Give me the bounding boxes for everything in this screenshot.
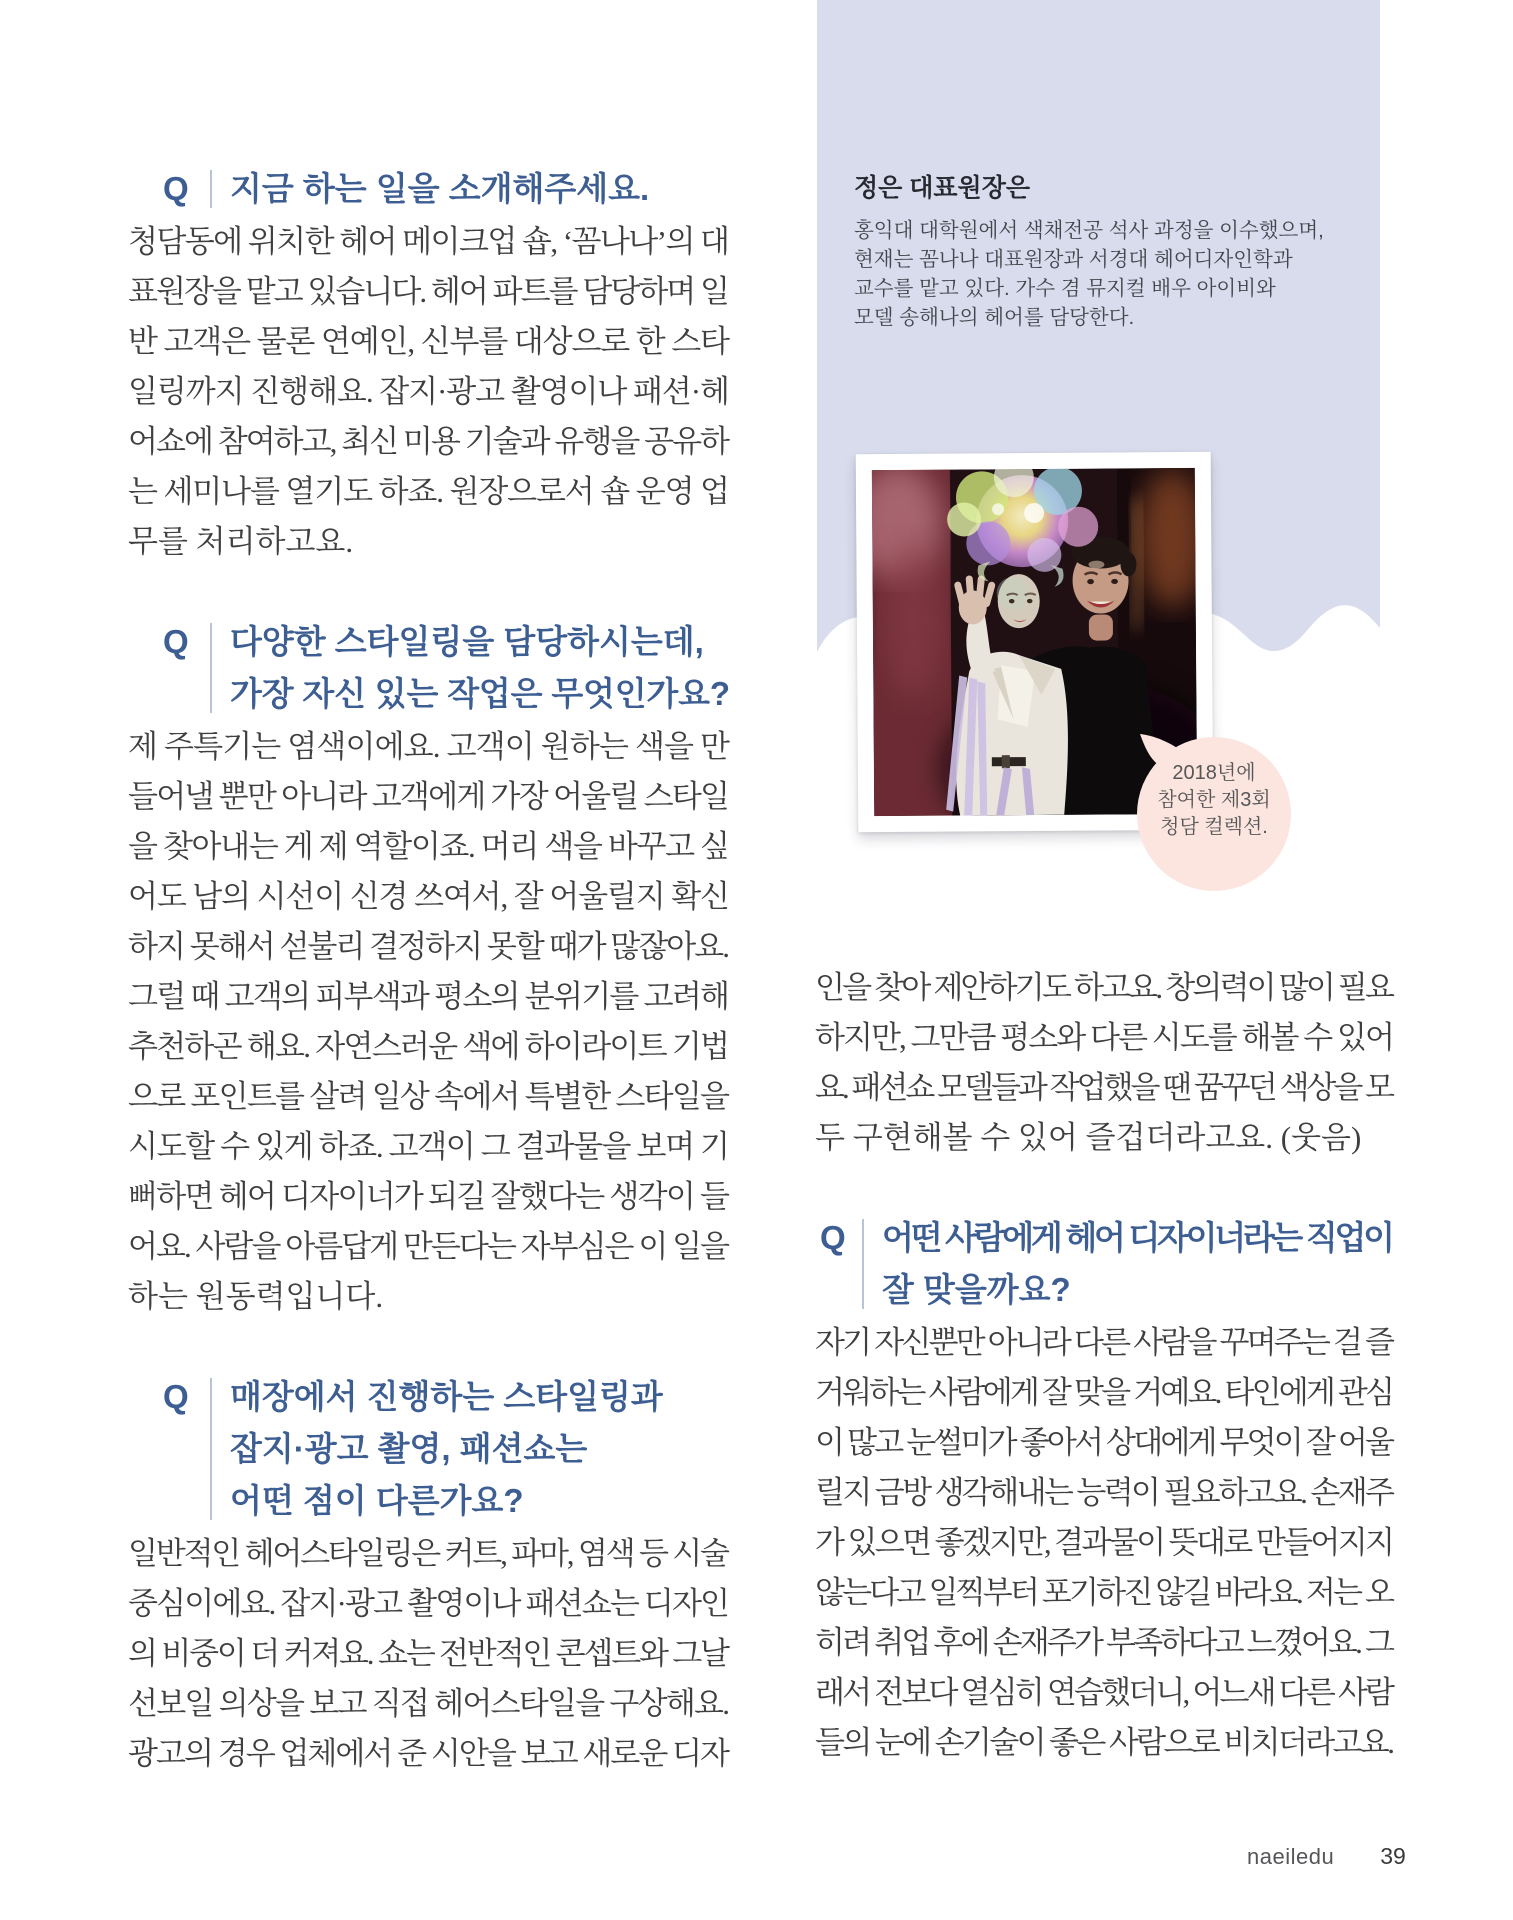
sidebar-bio <box>854 216 1359 332</box>
question-heading <box>815 1212 1395 1316</box>
question-line: 가장 자신 있는 작업은 무엇인가요? <box>230 675 730 712</box>
question-text <box>128 1371 730 1527</box>
question-divider <box>862 1219 864 1309</box>
answer-line: 그럴 때 고객의 피부색과 평소의 분위기를 고려해 <box>128 979 729 1014</box>
answer-line: 무를 처리하고요. <box>128 524 354 559</box>
answer-line: 표원장을 맡고 있습니다. 헤어 파트를 담당하며 일 <box>128 274 729 309</box>
answer-paragraph <box>128 722 730 1322</box>
question-q-label: Q <box>163 1378 189 1415</box>
question-line: 매장에서 진행하는 스타일링과 <box>230 1378 663 1415</box>
question-q-label: Q <box>820 1219 846 1256</box>
page-footer <box>1247 1843 1406 1870</box>
answer-line: 릴지 금방 생각해내는 능력이 필요하고요. 손재주 <box>815 1475 1393 1510</box>
answer-line: 뻐하면 헤어 디자이너가 되길 잘했다는 생각이 들 <box>128 1179 729 1214</box>
question-divider <box>210 623 212 713</box>
answer-line: 가 있으면 좋겠지만, 결과물이 뜻대로 만들어지지 <box>815 1525 1393 1560</box>
answer-line: 는 세미나를 열기도 하죠. 원장으로서 숍 운영 업 <box>128 474 729 509</box>
answer-line: 하지 못해서 섣불리 결정하지 못할 때가 많잖아요. <box>128 929 729 964</box>
answer-line: 제 주특기는 염색이에요. 고객이 원하는 색을 만 <box>128 729 730 764</box>
caption-bubble-line: 청담 컬렉션. <box>1160 816 1268 838</box>
question-heading <box>128 616 730 720</box>
answer-paragraph <box>128 1529 730 1779</box>
answer-line: 인을 찾아 제안하기도 하고요. 창의력이 많이 필요 <box>815 970 1393 1005</box>
answer-line: 어도 남의 시선이 신경 쓰여서, 잘 어울릴지 확신 <box>128 879 729 914</box>
answer-line: 두 구현해볼 수 있어 즐겁더라고요. (웃음) <box>815 1120 1362 1155</box>
answer-line: 들어낼 뿐만 아니라 고객에게 가장 어울릴 스타일 <box>128 779 729 814</box>
answer-line: 일링까지 진행해요. 잡지·광고 촬영이나 패션·헤 <box>128 374 729 409</box>
answer-line: 반 고객은 물론 연예인, 신부를 대상으로 한 스타 <box>128 324 729 359</box>
sidebar-bio-line: 모델 송해나의 헤어를 담당한다. <box>854 306 1135 329</box>
caption-bubble-text <box>1138 760 1290 841</box>
question-line: 잡지·광고 촬영, 패션쇼는 <box>230 1430 588 1467</box>
question-text <box>128 616 730 720</box>
answer-line: 들의 눈에 손기술이 좋은 사람으로 비치더라고요. <box>815 1725 1393 1760</box>
answer-paragraph <box>815 1318 1395 1768</box>
question-q-label: Q <box>163 170 189 207</box>
sidebar-bio-line: 홍익대 대학원에서 색채전공 석사 과정을 이수했으며, <box>854 219 1324 242</box>
answer-line: 일반적인 헤어스타일링은 커트, 파마, 염색 등 시술 <box>128 1536 728 1571</box>
question-q-label: Q <box>163 623 189 660</box>
answer-line: 어쇼에 참여하고, 최신 미용 기술과 유행을 공유하 <box>128 424 729 459</box>
answer-line: 자기 자신뿐만 아니라 다른 사람을 꾸며주는 걸 즐 <box>815 1325 1393 1360</box>
sidebar-heading: 정은 대표원장은 <box>854 174 1030 202</box>
question-line: 지금 하는 일을 소개해주세요. <box>230 170 650 207</box>
answer-line: 래서 전보다 열심히 연습했더니, 어느새 다른 사람 <box>815 1675 1393 1710</box>
answer-line: 의 비중이 더 커져요. 쇼는 전반적인 콘셉트와 그날 <box>128 1636 728 1671</box>
article-column-left <box>128 163 730 1779</box>
question-text <box>815 1212 1395 1316</box>
answer-line: 어요. 사람을 아름답게 만든다는 자부심은 이 일을 <box>128 1229 729 1264</box>
answer-line: 요. 패션쇼 모델들과 작업했을 땐 꿈꾸던 색상을 모 <box>815 1070 1392 1105</box>
article-column-right <box>815 963 1395 1768</box>
question-divider <box>210 170 212 208</box>
answer-line: 청담동에 위치한 헤어 메이크업 숍, ‘꼼나나’의 대 <box>128 224 729 259</box>
answer-paragraph <box>128 217 730 567</box>
answer-line: 을 찾아내는 게 제 역할이죠. 머리 색을 바꾸고 싶 <box>128 829 729 864</box>
answer-line: 히려 취업 후에 손재주가 부족하다고 느꼈어요. 그 <box>815 1625 1393 1660</box>
answer-line: 으로 포인트를 살려 일상 속에서 특별한 스타일을 <box>128 1079 729 1114</box>
question-line: 어떤 사람에게 헤어 디자이너라는 직업이 <box>882 1219 1392 1256</box>
answer-line: 않는다고 일찍부터 포기하진 않길 바라요. 저는 오 <box>815 1575 1393 1610</box>
question-line: 다양한 스타일링을 담당하시는데, <box>230 623 704 660</box>
footer-brand: naeiledu <box>1247 1844 1335 1869</box>
question-heading <box>128 163 730 215</box>
question-heading <box>128 1371 730 1527</box>
question-divider <box>210 1378 212 1520</box>
answer-line: 광고의 경우 업체에서 준 시안을 보고 새로운 디자 <box>128 1736 729 1771</box>
answer-line: 거워하는 사람에게 잘 맞을 거예요. 타인에게 관심 <box>815 1375 1393 1410</box>
footer-page-number: 39 <box>1380 1843 1406 1869</box>
answer-line: 중심이에요. 잡지·광고 촬영이나 패션쇼는 디자인 <box>128 1586 729 1621</box>
answer-line: 추천하곤 해요. 자연스러운 색에 하이라이트 기법 <box>128 1029 729 1064</box>
answer-paragraph <box>815 963 1395 1163</box>
question-line: 어떤 점이 다른가요? <box>230 1482 524 1519</box>
sidebar-bio-line: 현재는 꼼나나 대표원장과 서경대 헤어디자인학과 <box>854 248 1293 271</box>
answer-line: 하는 원동력입니다. <box>128 1279 384 1314</box>
caption-bubble-line: 2018년에 <box>1172 762 1256 784</box>
answer-line: 선보일 의상을 보고 직접 헤어스타일을 구상해요. <box>128 1686 729 1721</box>
answer-line: 시도할 수 있게 하죠. 고객이 그 결과물을 보며 기 <box>128 1129 729 1164</box>
caption-bubble-line: 참여한 제3회 <box>1157 789 1271 811</box>
question-text <box>128 163 730 215</box>
sidebar-bio-line: 교수를 맡고 있다. 가수 겸 뮤지컬 배우 아이비와 <box>854 277 1276 300</box>
question-line: 잘 맞을까요? <box>882 1271 1071 1308</box>
answer-line: 하지만, 그만큼 평소와 다른 시도를 해볼 수 있어 <box>815 1020 1394 1055</box>
answer-line: 이 많고 눈썰미가 좋아서 상대에게 무엇이 잘 어울 <box>815 1425 1393 1460</box>
